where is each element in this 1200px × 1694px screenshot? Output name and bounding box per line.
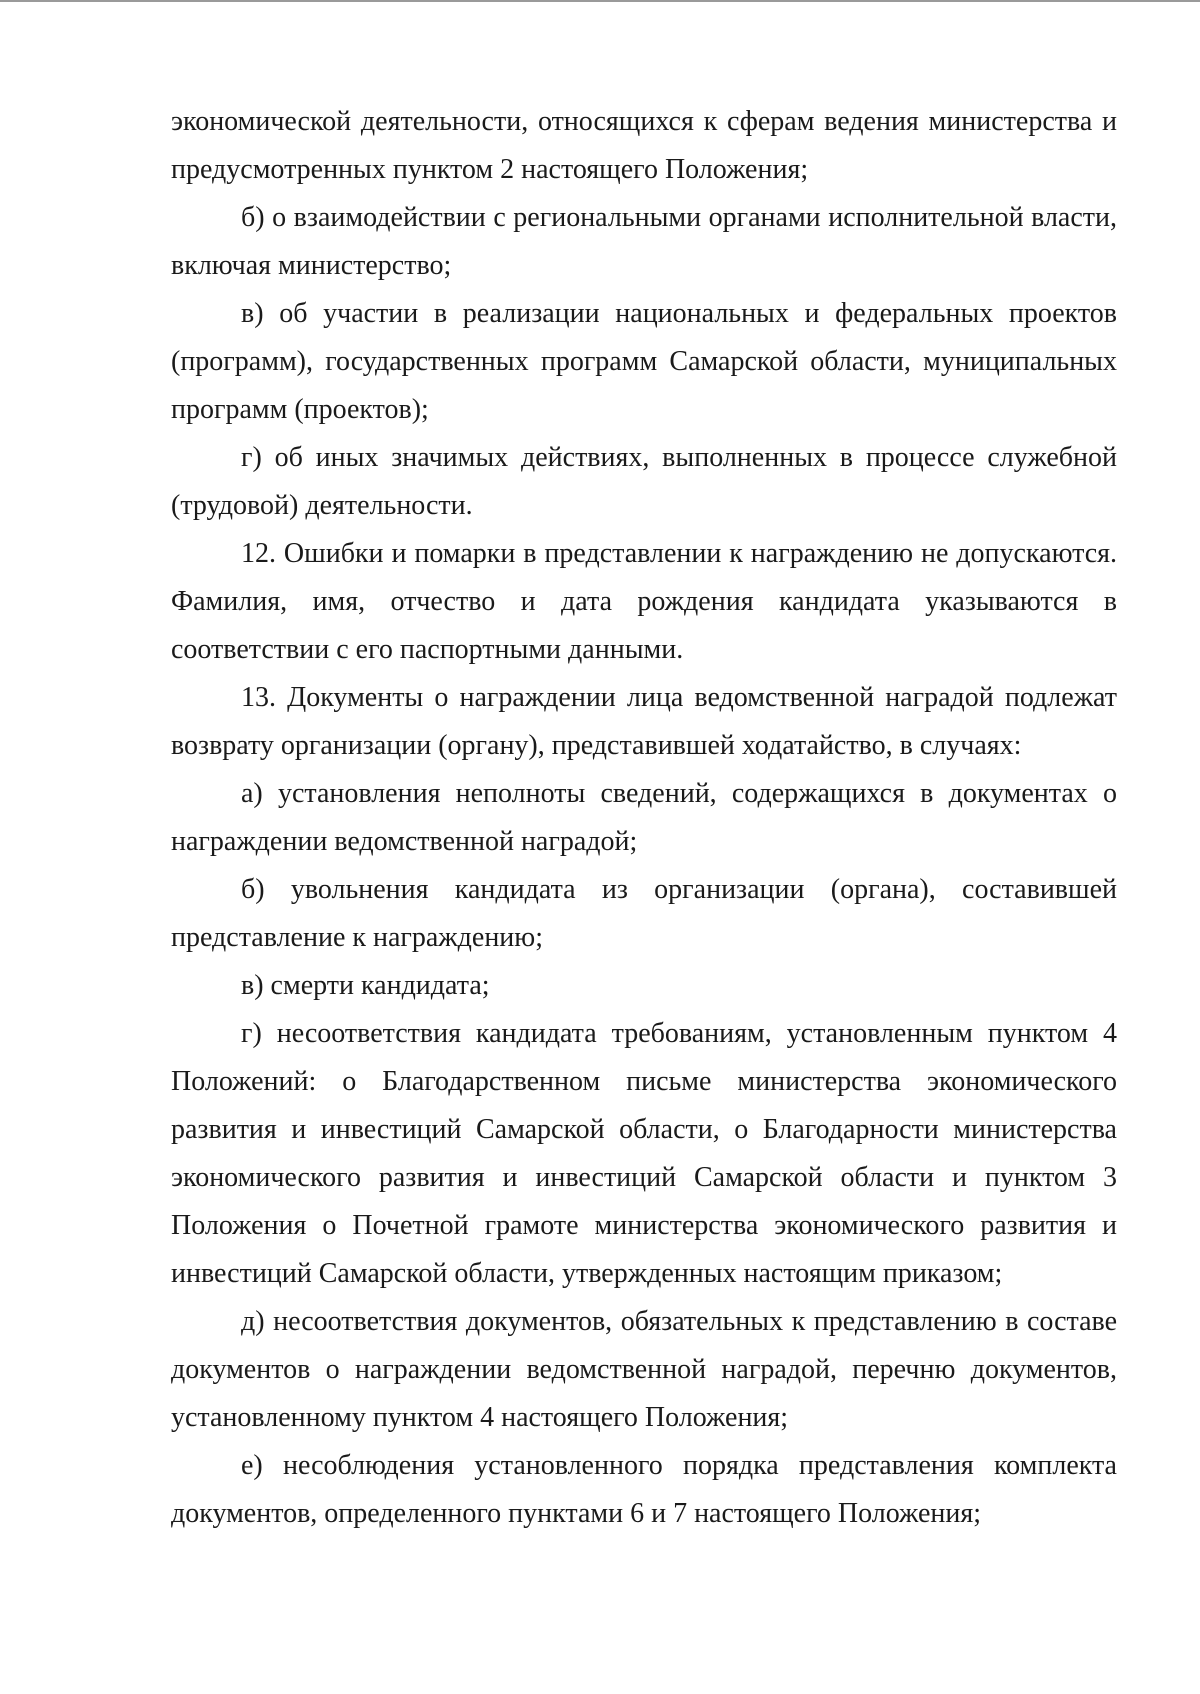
paragraph-item-g-2: г) несоответствия кандидата требованиям, установленным пунктом 4 Положений: о Благодарственном письме министерства экономического развития и инвестиций Самарской области, о Благодарности министерства экономического развития и инвестиций Самарской области и пунктом 3 Положения о Почетной грамоте министерства экономического развития и инвестиций Самарской области, утвержденных настоящим приказом; (171, 1018, 1117, 1289)
paragraph-item-d: д) несоответствия документов, обязательных к представлению в составе документов о награждении ведомственной наградой, перечню документов, установленному пунктом 4 настоящего Положения; (171, 1306, 1117, 1433)
paragraph-item-e: е) несоблюдения установленного порядка представления комплекта документов, определенного пунктами 6 и 7 настоящего Положения; (171, 1450, 1117, 1529)
paragraph-continuation: экономической деятельности, относящихся к сферам ведения министерства и предусмотренных пунктом 2 настоящего Положения; (171, 106, 1117, 185)
paragraph-item-g: г) об иных значимых действиях, выполненных в процессе служебной (трудовой) деятельности. (171, 442, 1117, 521)
paragraph-item-b-2: б) увольнения кандидата из организации (органа), составившей представление к награждению; (171, 874, 1117, 953)
paragraph-item-a: а) установления неполноты сведений, содержащихся в документах о награждении ведомственной наградой; (171, 778, 1117, 857)
paragraph-item-b: б) о взаимодействии с региональными органами исполнительной власти, включая министерство; (171, 202, 1117, 281)
paragraph-clause-12: 12. Ошибки и помарки в представлении к награждению не допускаются. Фамилия, имя, отчество и дата рождения кандидата указываются в соответствии с его паспортными данными. (171, 538, 1117, 665)
page-top-edge (0, 0, 1200, 2)
paragraph-clause-13: 13. Документы о награждении лица ведомственной наградой подлежат возврату организации (органу), представившей ходатайство, в случаях: (171, 682, 1117, 761)
paragraph-item-v: в) об участии в реализации национальных и федеральных проектов (программ), государственных программ Самарской области, муниципальных программ (проектов); (171, 298, 1117, 425)
document-body (171, 98, 1117, 1538)
paragraph-item-v-2: в) смерти кандидата; (241, 970, 490, 1001)
